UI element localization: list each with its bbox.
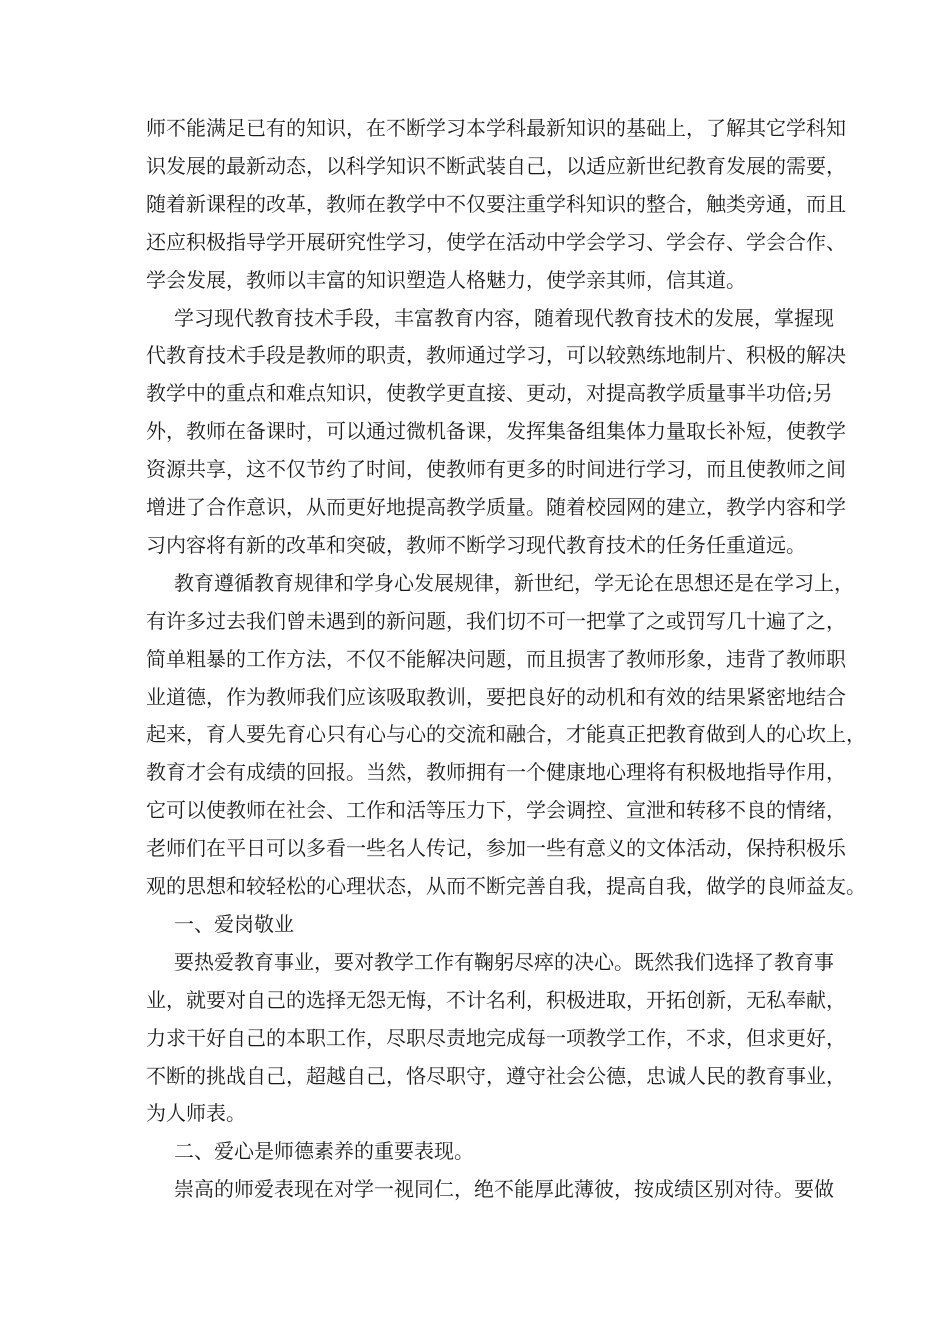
text-line: 随着新课程的改革，教师在教学中不仅要注重学科知识的整合，触类旁通，而且 [146,192,846,216]
text-line: 识发展的最新动态，以科学知识不断武装自己，以适应新世纪教育发展的需要， [146,154,846,178]
text-line: 为人师表。 [146,1101,246,1125]
paragraph-start-line: 要热爱教育事业，要对教学工作有鞠躬尽瘁的决心。既然我们选择了教育事 [174,950,834,974]
section-heading: 二、爱心是师德素养的重要表现。 [174,1139,474,1163]
text-line: 代教育技术手段是教师的职责，教师通过学习，可以较熟练地制片、积极的解决 [146,343,846,367]
text-line: 不断的挑战自己，超越自己，恪尽职守，遵守社会公德，忠诚人民的教育事业， [146,1064,846,1088]
text-line: 有许多过去我们曾未遇到的新问题，我们切不可一把掌了之或罚写几十遍了之， [146,609,846,633]
text-line: 教育才会有成绩的回报。当然，教师拥有一个健康地心理将有积极地指导作用， [146,760,846,784]
text-line: 资源共享，这不仅节约了时间，使教师有更多的时间进行学习，而且使教师之间 [146,457,846,481]
text-line: 它可以使教师在社会、工作和活等压力下，学会调控、宣泄和转移不良的情绪， [146,798,846,822]
text-line: 力求干好自己的本职工作，尽职尽责地完成每一项教学工作，不求，但求更好， [146,1026,846,1050]
paragraph-start-line: 崇高的师爱表现在对学一视同仁，绝不能厚此薄彼，按成绩区别对待。要做 [174,1177,834,1201]
text-line: 习内容将有新的改革和突破，教师不断学习现代教育技术的任务任重道远。 [146,533,806,557]
paragraph-start-line: 教育遵循教育规律和学身心发展规律，新世纪，学无论在思想还是在学习上， [174,571,854,595]
paragraph-start-line: 学习现代教育技术手段，丰富教育内容，随着现代教育技术的发展，掌握现 [174,306,834,330]
text-line: 师不能满足已有的知识，在不断学习本学科最新知识的基础上，了解其它学科知 [146,116,846,140]
section-heading: 一、爱岗敬业 [174,912,294,936]
text-line: 还应积极指导学开展研究性学习，使学在活动中学会学习、学会存、学会合作、 [146,230,846,254]
text-line: 业道德，作为教师我们应该吸取教训，要把良好的动机和有效的结果紧密地结合 [146,685,846,709]
text-line: 老师们在平日可以多看一些名人传记，参加一些有意义的文体活动，保持积极乐 [146,836,846,860]
text-line: 教学中的重点和难点知识，使教学更直接、更动，对提高教学质量事半功倍;另 [146,381,833,405]
text-line: 简单粗暴的工作方法，不仅不能解决问题，而且损害了教师形象，违背了教师职 [146,647,846,671]
text-line: 学会发展，教师以丰富的知识塑造人格魅力，使学亲其师，信其道。 [146,268,746,292]
text-line: 观的思想和较轻松的心理状态，从而不断完善自我，提高自我，做学的良师益友。 [146,874,866,898]
text-line: 增进了合作意识，从而更好地提高教学质量。随着校园网的建立，教学内容和学 [146,495,846,519]
text-line: 业，就要对自己的选择无怨无悔，不计名利，积极进取，开拓创新，无私奉献， [146,988,846,1012]
text-line: 起来，育人要先育心只有心与心的交流和融合，才能真正把教育做到人的心坎上， [146,722,866,746]
text-line: 外，教师在备课时，可以通过微机备课，发挥集备组集体力量取长补短，使教学 [146,419,846,443]
